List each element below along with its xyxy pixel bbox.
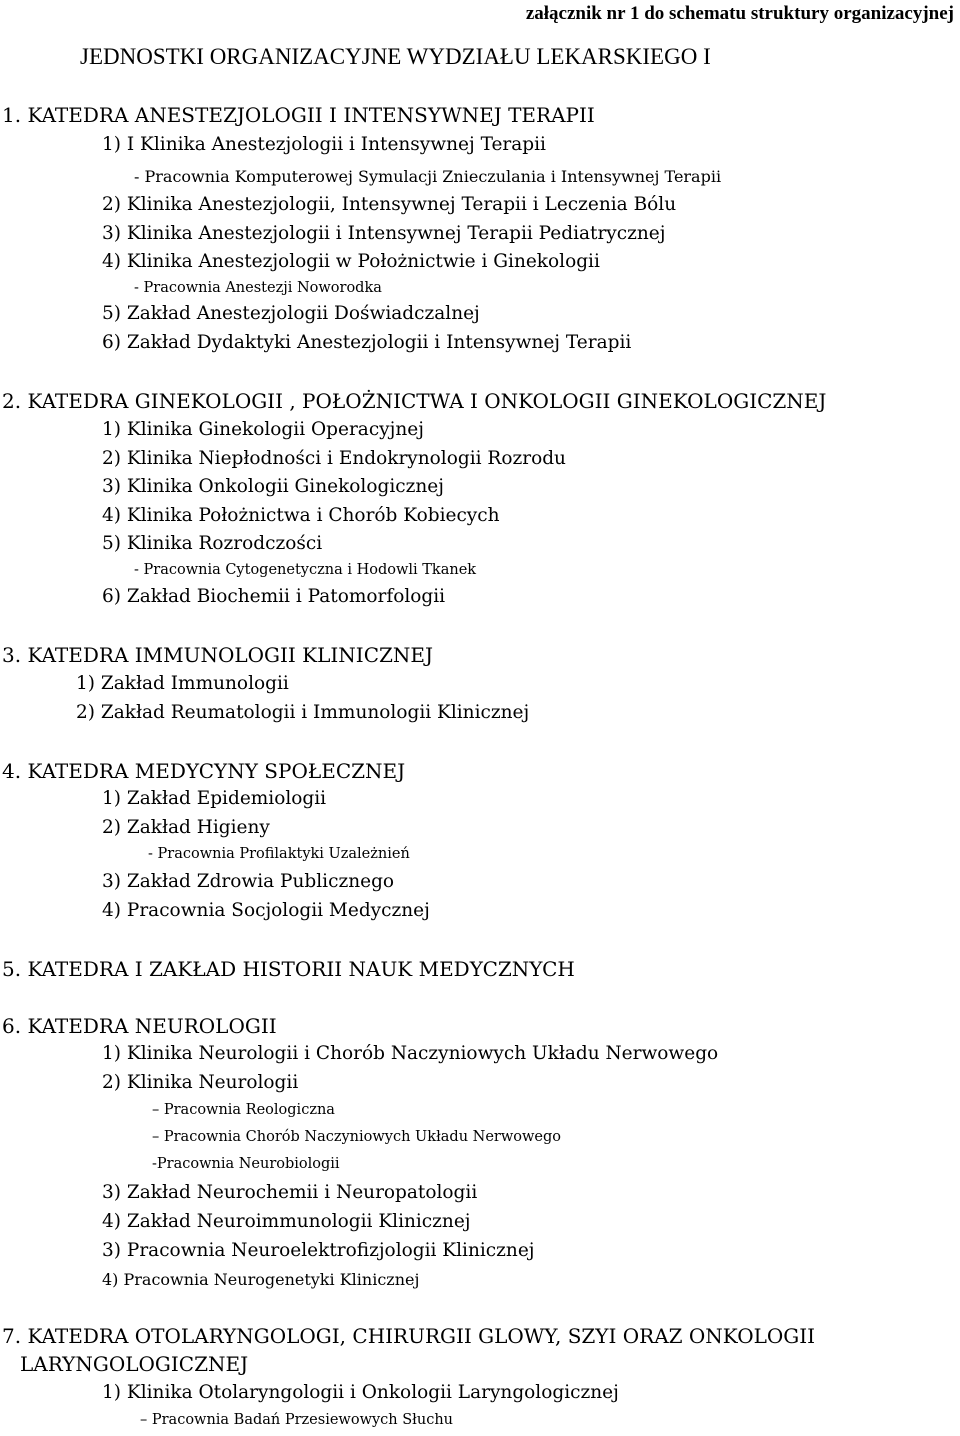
section-2-title: 2. KATEDRA GINEKOLOGII , POŁOŻNICTWA I ONKOLOGII GINEKOLOGICZNEJ [2,389,827,413]
unit-line: 1) Zakład Immunologii [76,673,289,694]
unit-line: 5) Klinika Rozrodczości [102,533,323,554]
unit-line: 5) Zakład Anestezjologii Doświadczalnej [102,303,480,324]
unit-line: 6) Zakład Dydaktyki Anestezjologii i Intensywnej Terapii [102,332,632,353]
section-6-title: 6. KATEDRA NEUROLOGII [2,1014,277,1038]
section-7-title: 7. KATEDRA OTOLARYNGOLOGI, CHIRURGII GLOWY, SZYI ORAZ ONKOLOGII [2,1324,816,1348]
unit-line: 4) Pracownia Socjologii Medycznej [102,900,430,921]
section-1-title: 1. KATEDRA ANESTEZJOLOGII I INTENSYWNEJ TERAPII [2,103,595,127]
unit-line: 1) Klinika Neurologii i Chorób Naczyniowych Układu Nerwowego [102,1043,719,1064]
unit-line: 4) Klinika Położnictwa i Chorób Kobiecych [102,505,500,526]
sub-unit-line: -Pracownia Neurobiologii [152,1156,340,1172]
unit-line: 4) Zakład Neuroimmunologii Klinicznej [102,1211,471,1232]
unit-line: 6) Zakład Biochemii i Patomorfologii [102,586,446,607]
unit-line: 3) Klinika Anestezjologii i Intensywnej Terapii Pediatrycznej [102,223,666,244]
unit-line: 2) Zakład Reumatologii i Immunologii Klinicznej [76,702,530,723]
unit-line: 3) Klinika Onkologii Ginekologicznej [102,476,444,497]
section-5-title: 5. KATEDRA I ZAKŁAD HISTORII NAUK MEDYCZNYCH [2,957,575,981]
unit-line: 1) Klinika Ginekologii Operacyjnej [102,419,424,440]
sub-unit-line: – Pracownia Chorób Naczyniowych Układu Nerwowego [152,1129,561,1145]
unit-line: 4) Klinika Anestezjologii w Położnictwie i Ginekologii [102,251,600,272]
sub-unit-line: – Pracownia Reologiczna [152,1102,335,1118]
unit-line: 1) I Klinika Anestezjologii i Intensywnej Terapii [102,134,546,155]
unit-line: 4) Pracownia Neurogenetyki Klinicznej [102,1270,420,1289]
sub-unit-line: - Pracownia Cytogenetyczna i Hodowli Tkanek [134,562,477,578]
unit-line: 2) Zakład Higieny [102,817,270,838]
sub-unit-line: - Pracownia Komputerowej Symulacji Znieczulania i Intensywnej Terapii [134,167,722,186]
sub-unit-line: - Pracownia Anestezji Noworodka [134,280,382,296]
unit-line: 1) Zakład Epidemiologii [102,788,327,809]
unit-line: 1) Klinika Otolaryngologii i Onkologii Laryngologicznej [102,1382,619,1403]
section-4-title: 4. KATEDRA MEDYCYNY SPOŁECZNEJ [2,759,406,783]
unit-line: 2) Klinika Niepłodności i Endokrynologii Rozrodu [102,448,566,469]
unit-line: 3) Zakład Zdrowia Publicznego [102,871,395,892]
unit-line: 2) Klinika Anestezjologii, Intensywnej Terapii i Leczenia Bólu [102,194,677,215]
unit-line: 3) Zakład Neurochemii i Neuropatologii [102,1182,478,1203]
section-7-title-continued: LARYNGOLOGICZNEJ [20,1352,249,1376]
unit-line: 3) Pracownia Neuroelektrofizjologii Klinicznej [102,1240,535,1261]
sub-unit-line: – Pracownia Badań Przesiewowych Słuchu [140,1412,454,1428]
section-3-title: 3. KATEDRA IMMUNOLOGII KLINICZNEJ [2,643,434,667]
unit-line: 2) Klinika Neurologii [102,1072,299,1093]
sub-unit-line: - Pracownia Profilaktyki Uzależnień [148,846,410,862]
annex-note: załącznik nr 1 do schematu struktury organizacyjnej [525,3,954,24]
document-title: JEDNOSTKI ORGANIZACYJNE WYDZIAŁU LEKARSKIEGO I [80,44,711,69]
